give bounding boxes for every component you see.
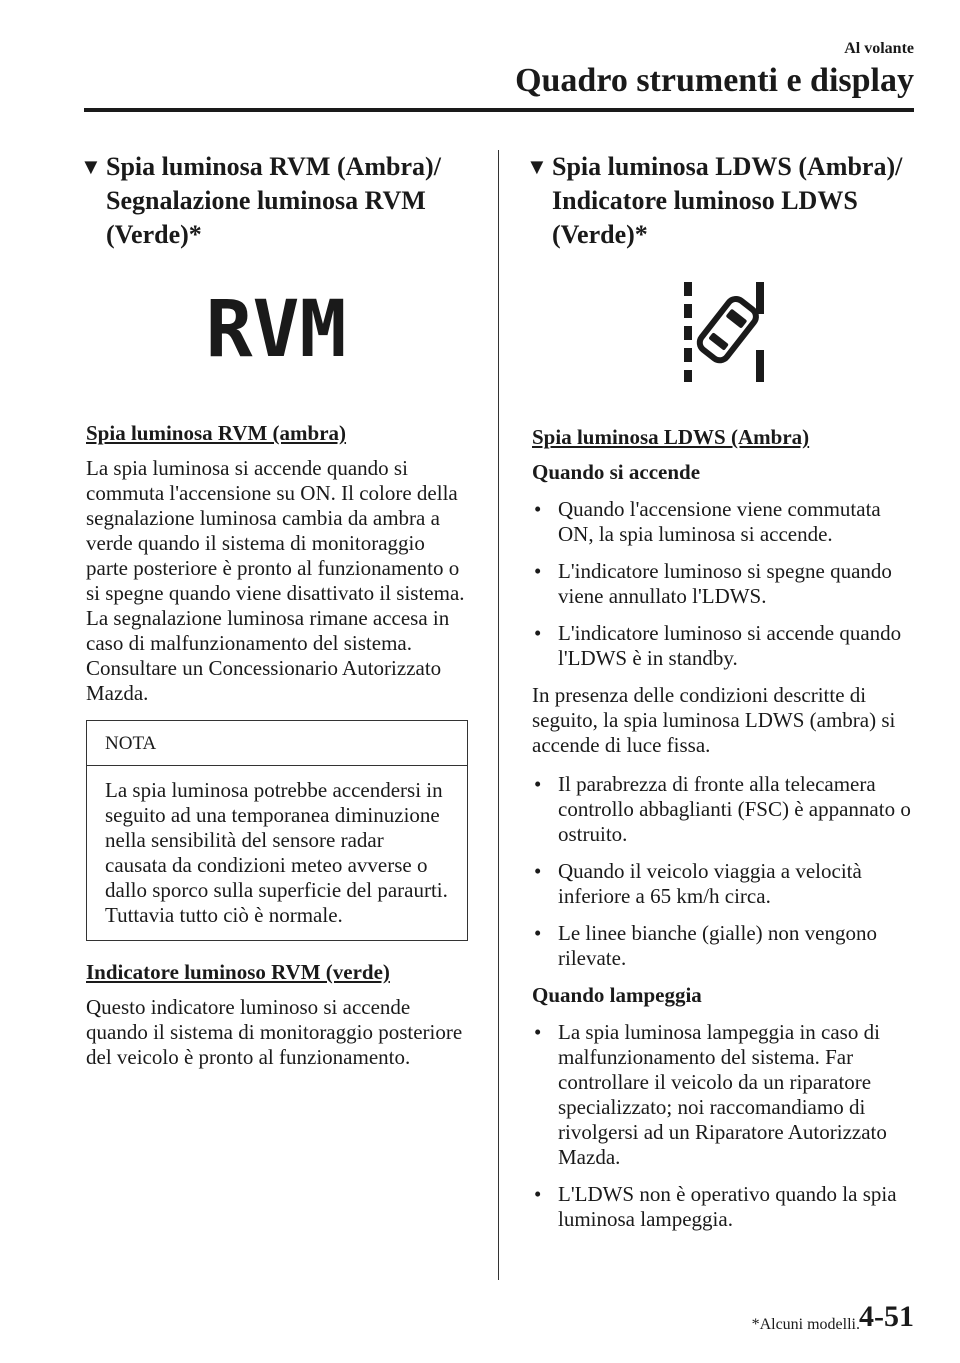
- page-title: Quadro strumenti e display: [515, 62, 914, 99]
- bullet-icon: •: [534, 1020, 542, 1044]
- list-item: [532, 859, 921, 909]
- rvm-amber-paragraph: La spia luminosa si accende quando si commuta l'accensione su ON. Il colore della segnalazione luminosa cambia da ambra a verde quando il sistema di monitoraggio parte posteriore è pronto al funzionamento o si spegne quando viene disattivato il sistema. La segnalazione luminosa rimane accesa in caso di malfunzionamento del sistema. Consultare un Concessionario Autorizzato Mazda.: [86, 456, 465, 705]
- rvm-heading-line-3: (Verde)*: [106, 220, 202, 249]
- bullet-icon: •: [534, 859, 542, 883]
- triangle-down-icon: ▼: [526, 154, 548, 179]
- when-on-heading: Quando si accende: [532, 460, 701, 484]
- rvm-icon-text: RVM: [206, 286, 346, 366]
- note-box: [86, 720, 468, 941]
- header-rule: [84, 108, 914, 112]
- when-flash-list: [532, 1020, 921, 1232]
- ldws-lane-departure-icon: [674, 280, 774, 384]
- note-title: NOTA: [87, 721, 467, 766]
- header-section: Al volante: [844, 40, 914, 57]
- rvm-green-paragraph: Questo indicatore luminoso si accende quando il sistema di monitoraggio posteriore del veicolo è pronto al funzionamento.: [86, 995, 463, 1069]
- list-item: [532, 559, 921, 609]
- bullet-icon: •: [534, 621, 542, 645]
- list-item-text: L'indicatore luminoso si accende quando l'LDWS è in standby.: [558, 621, 902, 670]
- list-item: [532, 921, 921, 971]
- ldws-amber-subheading: Spia luminosa LDWS (Ambra): [532, 425, 810, 449]
- rvm-green-subheading: Indicatore luminoso RVM (verde): [86, 960, 390, 984]
- rvm-amber-subheading: Spia luminosa RVM (ambra): [86, 421, 347, 445]
- triangle-down-icon: ▼: [80, 154, 102, 179]
- bullet-icon: •: [534, 497, 542, 521]
- list-item: [532, 1182, 921, 1232]
- ldws-heading: [526, 150, 921, 252]
- list-item-text: La spia luminosa lampeggia in caso di malfunzionamento del sistema. Far controllare il veicolo da un riparatore specializzato; noi raccomandiamo di rivolgersi ad un Riparatore Autorizzato Mazda.: [558, 1020, 887, 1169]
- rvm-heading: [80, 150, 472, 252]
- bullet-icon: •: [534, 1182, 542, 1206]
- ldws-heading-line-1: Spia luminosa LDWS (Ambra)/: [552, 152, 903, 181]
- ldws-heading-line-2: Indicatore luminoso LDWS: [552, 186, 858, 215]
- column-divider: [498, 150, 499, 1280]
- ldws-icon-wrap: [526, 280, 921, 384]
- bullet-icon: •: [534, 772, 542, 796]
- list-item-text: Le linee bianche (gialle) non vengono rilevate.: [558, 921, 877, 970]
- list-item: [532, 497, 921, 547]
- conditions-list: [532, 772, 921, 971]
- footer-note: *Alcuni modelli.: [751, 1316, 860, 1333]
- right-column: [526, 150, 921, 1244]
- list-item-text: Quando il veicolo viaggia a velocità inferiore a 65 km/h circa.: [558, 859, 862, 908]
- conditions-paragraph: In presenza delle condizioni descritte di seguito, la spia luminosa LDWS (ambra) si accende di luce fissa.: [532, 683, 896, 757]
- list-item-text: L'LDWS non è operativo quando la spia luminosa lampeggia.: [558, 1182, 897, 1231]
- rvm-heading-line-2: Segnalazione luminosa RVM: [106, 186, 426, 215]
- rvm-icon: [206, 286, 346, 366]
- list-item-text: Quando l'accensione viene commutata ON, la spia luminosa si accende.: [558, 497, 881, 546]
- ldws-heading-line-3: (Verde)*: [552, 220, 648, 249]
- bullet-icon: •: [534, 921, 542, 945]
- when-flash-heading: Quando lampeggia: [532, 983, 702, 1007]
- list-item-text: L'indicatore luminoso si spegne quando viene annullato l'LDWS.: [558, 559, 892, 608]
- bullet-icon: •: [534, 559, 542, 583]
- rvm-heading-line-1: Spia luminosa RVM (Ambra)/: [106, 152, 441, 181]
- list-item-text: Il parabrezza di fronte alla telecamera controllo abbaglianti (FSC) è appannato o ostruito.: [558, 772, 911, 846]
- list-item: [532, 1020, 921, 1170]
- list-item: [532, 772, 921, 847]
- page-number: 4-51: [859, 1300, 914, 1333]
- note-body: La spia luminosa potrebbe accendersi in seguito ad una temporanea diminuzione nella sensibilità del sensore radar causata da condizioni meteo avverse o dallo sporco sulla superficie del paraurti. Tuttavia tutto ciò è normale.: [105, 778, 448, 927]
- rvm-icon-wrap: [80, 286, 472, 376]
- list-item: [532, 621, 921, 671]
- when-on-list: [532, 497, 921, 671]
- left-column: [80, 150, 472, 1084]
